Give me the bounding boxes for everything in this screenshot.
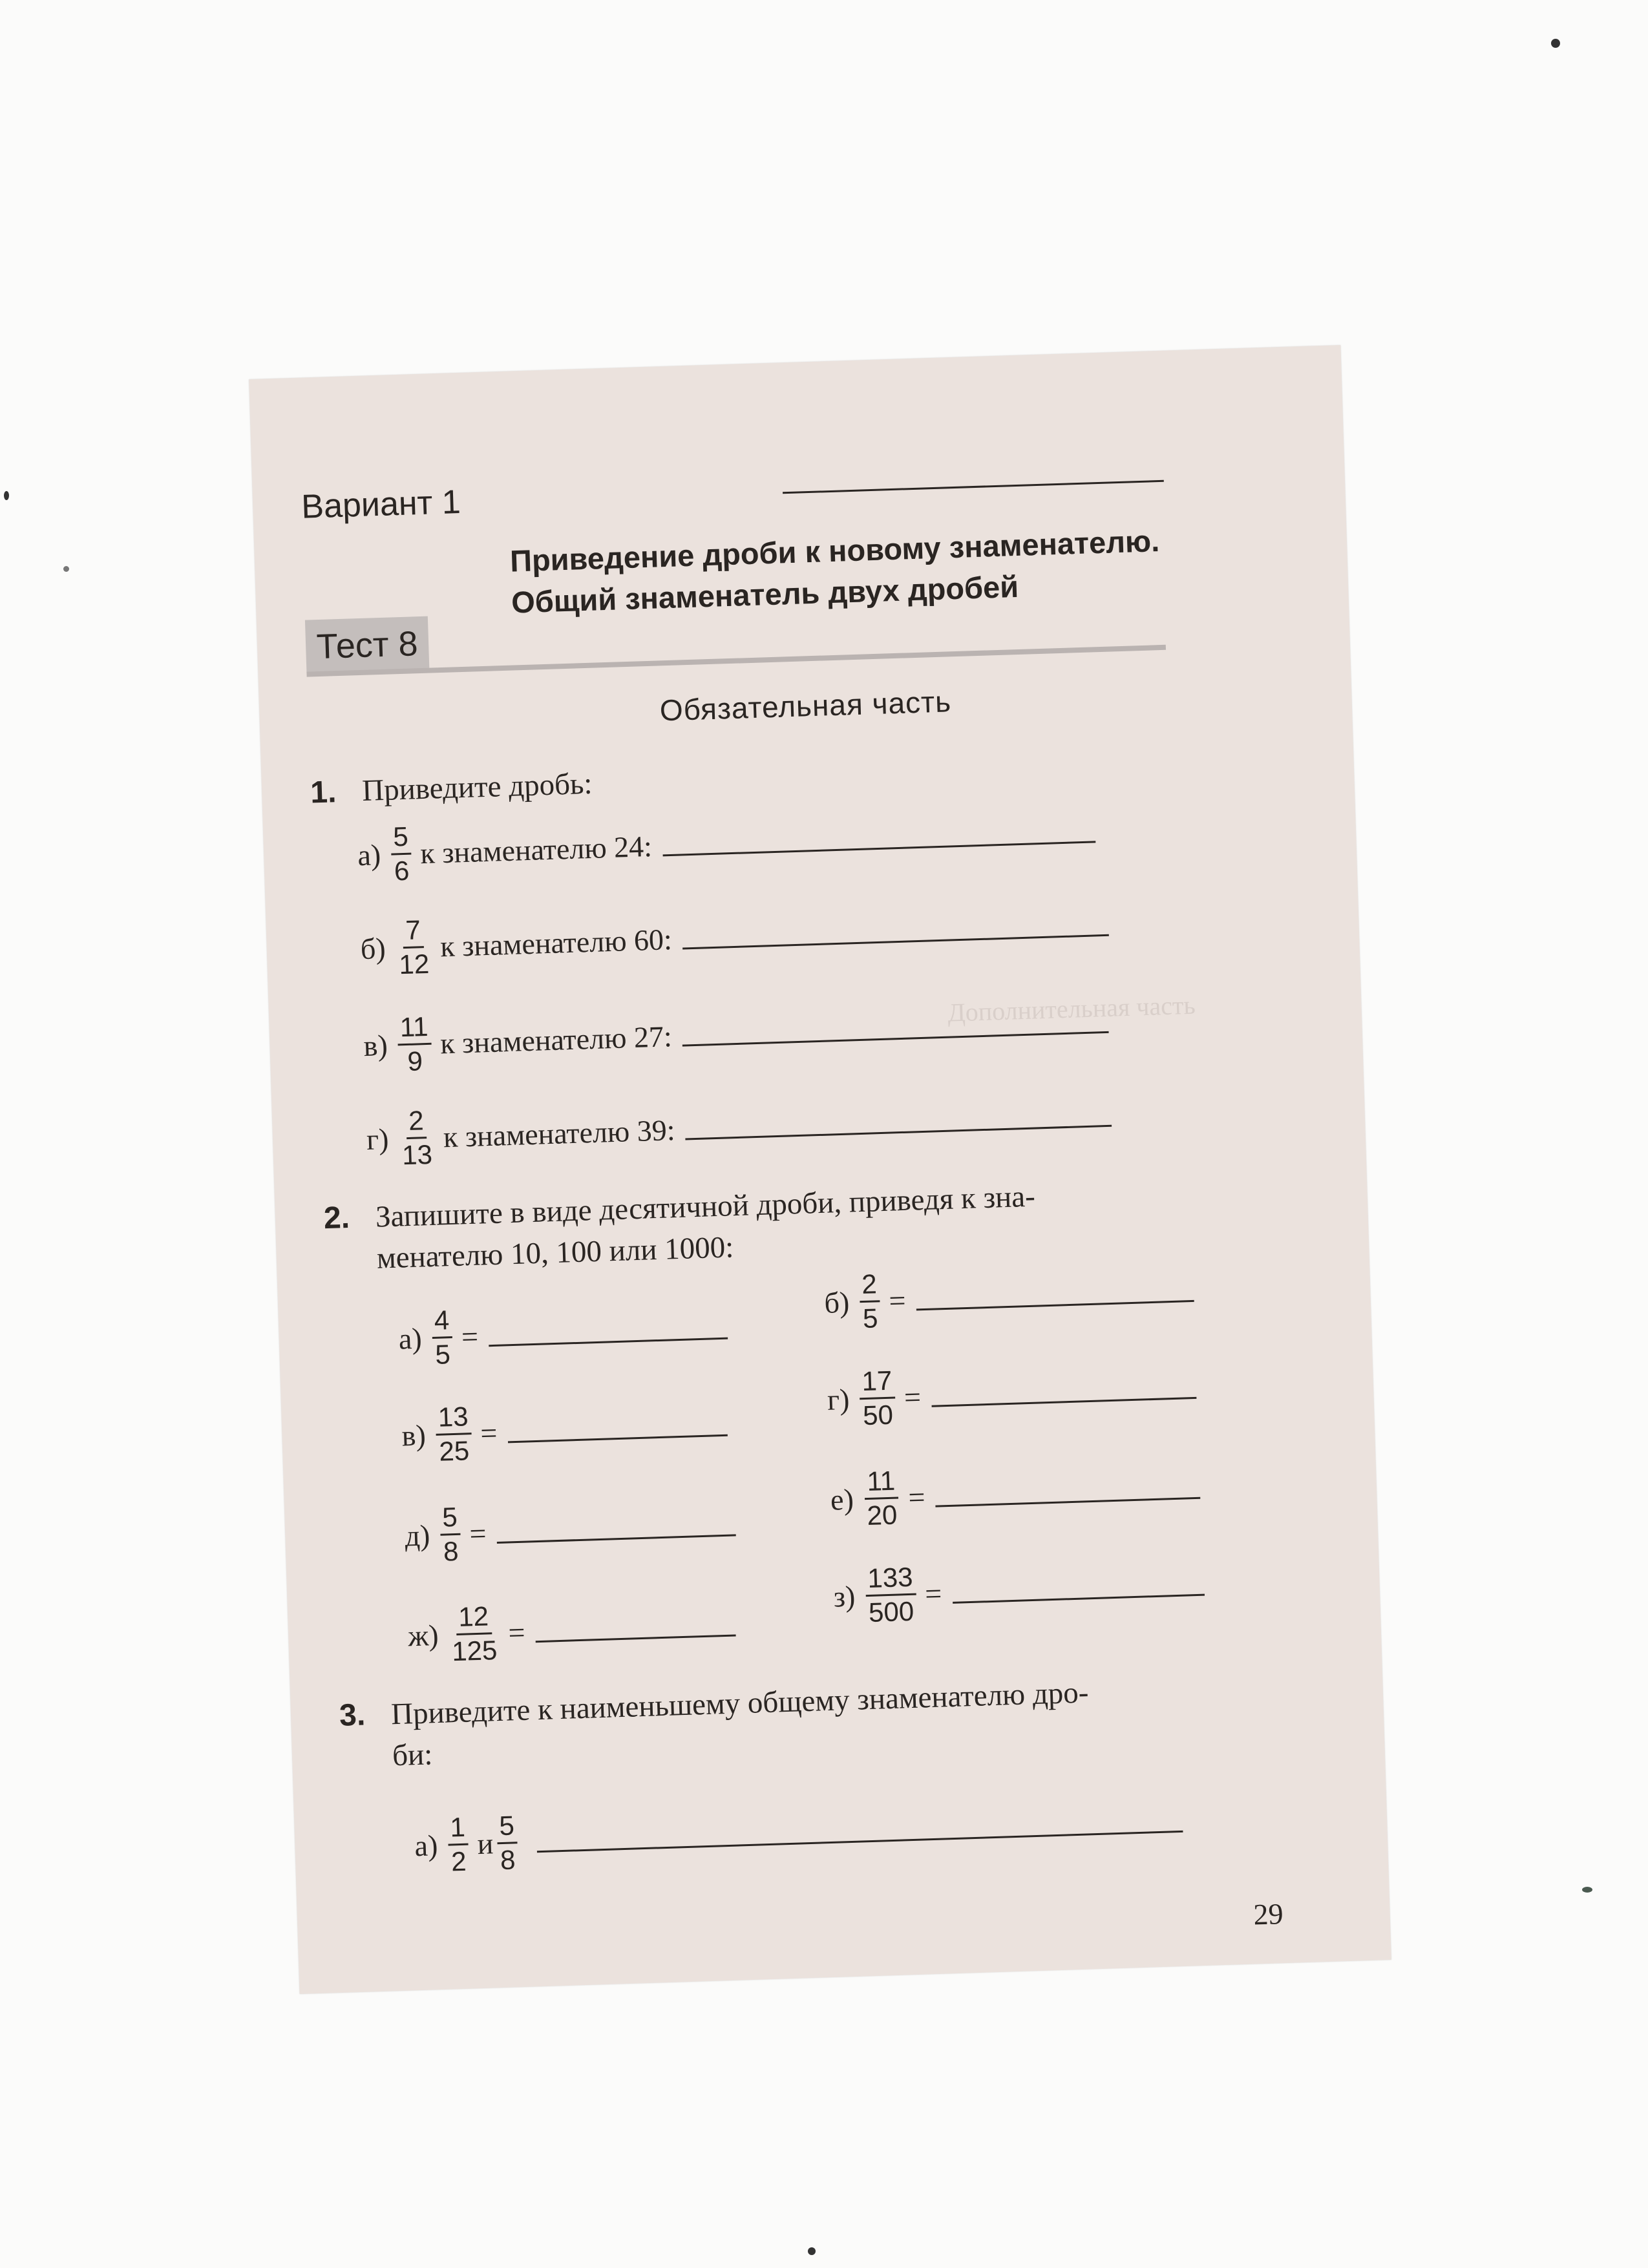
task-3-text-line1: Приведите к наименьшему общему знаменателю дро- — [390, 1675, 1090, 1732]
task-2-item-e — [404, 1491, 768, 1570]
item-label: б) — [360, 931, 386, 966]
test-title-line1: Приведение дроби к новому знаменателю. — [509, 523, 1160, 578]
fraction — [859, 1365, 896, 1433]
student-name-line[interactable] — [783, 480, 1164, 494]
scan-speck — [63, 566, 69, 572]
fraction — [439, 1501, 462, 1568]
worksheet-page — [249, 345, 1391, 1994]
numerator: 1 — [447, 1811, 469, 1846]
numerator: 12 — [455, 1600, 491, 1635]
answer-line[interactable] — [916, 1281, 1194, 1310]
item-label: а) — [414, 1829, 439, 1863]
item-label: д) — [404, 1518, 431, 1553]
fraction — [435, 1400, 472, 1468]
bleed-through-text: Дополнительная часть — [947, 990, 1196, 1027]
scan-speck — [1582, 1887, 1592, 1893]
task-3-number: 3. — [339, 1697, 366, 1733]
denominator: 8 — [443, 1535, 460, 1567]
denominator: 500 — [868, 1595, 914, 1628]
fraction — [398, 1104, 436, 1172]
item-label: в) — [401, 1418, 427, 1453]
denominator: 2 — [450, 1845, 467, 1877]
fraction — [865, 1561, 917, 1629]
task-1-item-d — [366, 1080, 1195, 1173]
fraction — [496, 1809, 519, 1876]
fraction — [395, 914, 432, 982]
page-number: 29 — [1252, 1897, 1284, 1931]
numerator: 17 — [859, 1365, 895, 1400]
denominator: 6 — [394, 855, 410, 887]
task-1-number: 1. — [310, 774, 337, 810]
task-2-item-d — [827, 1354, 1216, 1433]
task-2-item-g — [407, 1591, 771, 1670]
task-3-text-line2: би: — [392, 1738, 434, 1773]
item-text: к знаменателю 27: — [439, 1020, 673, 1060]
item-text: к знаменателю 39: — [443, 1113, 676, 1154]
item-label: б) — [823, 1285, 850, 1319]
answer-line[interactable] — [536, 1811, 1183, 1853]
equals-sign: = — [480, 1416, 498, 1450]
equals-sign: = — [907, 1480, 926, 1514]
denominator: 12 — [398, 948, 430, 980]
fraction — [448, 1600, 500, 1668]
task-1-item-c — [363, 987, 1192, 1079]
equals-sign: = — [924, 1577, 943, 1611]
fraction — [863, 1464, 900, 1532]
task-1-item-a — [357, 796, 1186, 888]
numerator: 5 — [496, 1809, 518, 1844]
numerator: 4 — [431, 1304, 452, 1339]
test-title — [509, 520, 1161, 624]
test-number-badge: Тест 8 — [305, 616, 430, 675]
denominator: 125 — [451, 1635, 498, 1667]
fraction — [431, 1304, 454, 1371]
item-label: з) — [832, 1579, 856, 1613]
answer-line[interactable] — [952, 1575, 1205, 1604]
item-label: г) — [827, 1382, 850, 1416]
answer-line[interactable] — [685, 1106, 1112, 1140]
answer-line[interactable] — [535, 1615, 736, 1643]
answer-line[interactable] — [682, 1012, 1109, 1047]
task-1-text: Приведите дробь: — [361, 766, 593, 808]
item-label: е) — [830, 1482, 854, 1517]
answer-line[interactable] — [488, 1318, 728, 1347]
task-2-text-line2: менателю 10, 100 или 1000: — [376, 1230, 734, 1276]
answer-line[interactable] — [662, 821, 1095, 856]
numerator: 5 — [390, 821, 411, 856]
equals-sign: = — [507, 1615, 526, 1650]
conjunction: и — [476, 1827, 494, 1861]
item-text: к знаменателю 60: — [439, 923, 673, 963]
task-2-text-line1: Запишите в виде десятичной дроби, приведя к зна- — [375, 1179, 1036, 1234]
equals-sign: = — [903, 1380, 922, 1414]
task-3-item-a — [414, 1786, 1269, 1879]
item-label: а) — [357, 838, 381, 872]
numerator: 11 — [864, 1464, 898, 1500]
denominator: 5 — [434, 1339, 451, 1370]
denominator: 25 — [438, 1435, 470, 1467]
numerator: 13 — [435, 1400, 471, 1436]
task-3 — [339, 1665, 1297, 1778]
test-title-line2: Общий знаменатель двух дробей — [511, 569, 1019, 620]
denominator: 5 — [862, 1303, 879, 1334]
scan-speck — [1551, 39, 1560, 48]
task-2-item-c — [401, 1391, 765, 1469]
fraction — [859, 1268, 882, 1335]
fraction — [397, 1011, 432, 1078]
item-label: а) — [398, 1321, 423, 1356]
answer-line[interactable] — [931, 1378, 1196, 1407]
fraction — [447, 1811, 470, 1878]
task-2-number: 2. — [323, 1200, 350, 1236]
numerator: 7 — [403, 914, 424, 949]
numerator: 11 — [397, 1011, 431, 1046]
item-label: в) — [363, 1028, 388, 1063]
scan-speck — [808, 2247, 816, 2255]
answer-line[interactable] — [496, 1515, 736, 1544]
item-label: г) — [366, 1122, 390, 1157]
denominator: 13 — [401, 1139, 433, 1171]
task-2-item-f — [829, 1454, 1219, 1533]
equals-sign: = — [461, 1319, 479, 1354]
task-2-item-h — [832, 1551, 1248, 1630]
denominator: 20 — [866, 1499, 898, 1531]
numerator: 2 — [859, 1268, 880, 1303]
item-text: к знаменателю 24: — [419, 829, 653, 870]
answer-line[interactable] — [935, 1478, 1201, 1507]
variant-label: Вариант 1 — [301, 483, 461, 526]
task-1-item-b — [359, 890, 1188, 982]
numerator: 133 — [865, 1561, 916, 1597]
answer-line[interactable] — [682, 915, 1109, 950]
task-2-item-a — [397, 1294, 761, 1372]
fraction — [390, 821, 412, 888]
task-2-item-b — [823, 1257, 1213, 1336]
denominator: 50 — [862, 1399, 894, 1431]
denominator: 9 — [407, 1045, 423, 1076]
equals-sign: = — [469, 1517, 487, 1551]
section-title: Обязательная часть — [659, 684, 952, 728]
numerator: 2 — [405, 1104, 427, 1139]
scan-speck — [4, 491, 9, 500]
header-rule — [306, 645, 1166, 677]
answer-line[interactable] — [507, 1415, 728, 1444]
equals-sign: = — [888, 1283, 907, 1318]
numerator: 5 — [439, 1501, 461, 1536]
item-label: ж) — [407, 1618, 439, 1653]
denominator: 8 — [500, 1844, 516, 1876]
